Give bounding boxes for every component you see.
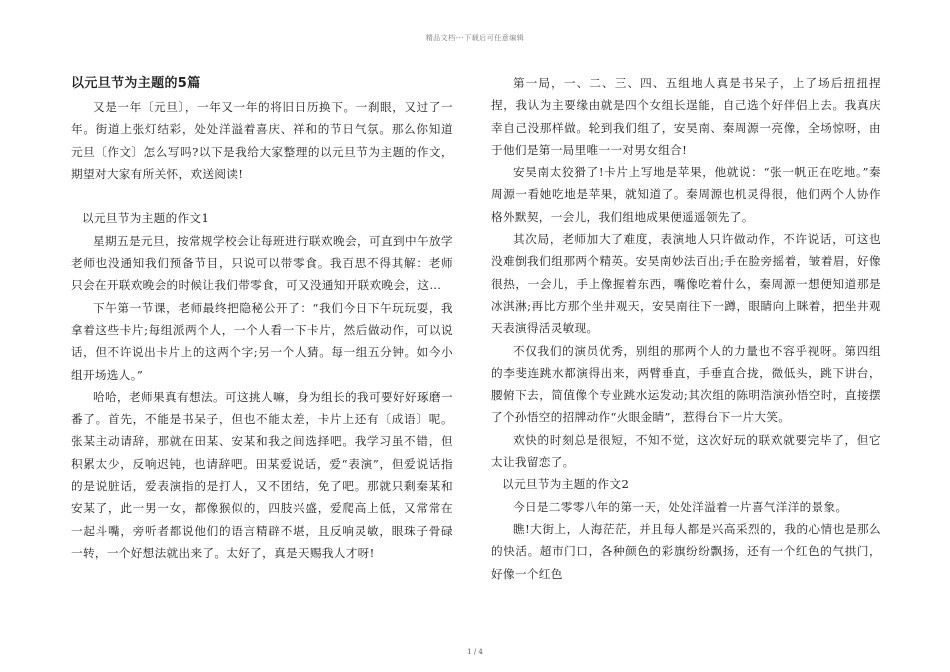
document-title: 以元旦节为主题的5篇 bbox=[71, 76, 201, 91]
paragraph: 今日是二零零八年的第一天，处处洋溢着一片喜气洋洋的景象。 bbox=[513, 499, 848, 514]
page-header: 精品文档---下载后可任意编辑 bbox=[425, 34, 525, 42]
paragraph: 星期五是元旦，按常规学校会让每班进行联欢晚会，可直到中午放学老师也没通知我们预备节目，只说可以带零食。我百思不得其解：老师只会在开联欢晚会的时候让我们带零食，可又没通知开联欢晚会，这… bbox=[71, 233, 453, 293]
paragraph: 不仅我们的演员优秀，别组的那两个人的力量也不容乎视呀。第四组的李斐连跳水都演得出来，两臂垂直，手垂直合拢，微低头，跳下讲台，腰俯下去，简值像个专业跳水运发动;其次组的陈明浩演孙悟空时，直接摆了个孙悟空的招牌动作“火眼金睛”，惹得台下一片大笑。 bbox=[491, 343, 881, 425]
blank-line bbox=[71, 185, 453, 207]
paragraph: 安昊南太狡猾了!卡片上写地是苹果，他就说：“张一帆正在吃地。”秦周源一看她吃地是苹果，就知道了。秦周源也机灵得很，他们两个人协作格外默契，一会儿，我们组地成果便遥遥领先了。 bbox=[491, 165, 881, 224]
right-column bbox=[491, 72, 881, 585]
paragraph: 又是一年〔元旦〕，一年又一年的将旧日历换下。一刹眼，又过了一年。街道上张灯结彩，处处洋溢着喜庆、祥和的节日气氛。那么你知道元旦〔作文〕怎么写吗?以下是我给大家整理的以元旦节为主题的作文，期望对大家有所关怀，欢送阅读! bbox=[71, 100, 453, 181]
left-column bbox=[71, 72, 453, 564]
essay-heading: 以元旦节为主题的作文2 bbox=[502, 477, 630, 492]
paragraph: 哈哈，老师果真有想法。可这挑人嘛，身为组长的我可要好好琢磨一番了。首先，不能是书呆子，但也不能太差，卡片上还有〔成语〕呢。张某主动请辞，那就在田某、安某和我之间选择吧。我学习虽不错，但积累太少，反响迟钝，也请辞吧。田某爱说话，爱“表演”，但爱说话指的是说脏话，爱表演指的是打人，又不团结，免了吧。那就只剩秦某和安某了，此一男一女，都像猴似的，四肢兴盛，爱爬高上低，又常常在一起斗嘴，旁听者都说他们的语言精辟不堪，且反响灵敏，眼珠子骨碌一转，一个好想法就出来了。太好了，真是天赐我人才呀! bbox=[71, 389, 453, 560]
paragraph: 瞧!大街上，人海茫茫，并且每人都是兴高采烈的，我的心情也是那么的快活。超市门口，各种颜色的彩旗纷纷飘扬，还有一个红色的气拱门，好像一个红色 bbox=[491, 521, 881, 581]
paragraph: 第一局，一、二、三、四、五组地人真是书呆子，上了场后扭扭捏捏，我认为主要缘由就是四个女组长逞能，自己选个好伴侣上去。我真庆幸自己没那样做。轮到我们组了，安昊南、秦周源一亮像，全场惊呀，由于他们是第一局里唯一一对男女组合! bbox=[491, 76, 881, 157]
paragraph: 下午第一节课，老师最终把隐秘公开了：“我们今日下午玩玩耍，我拿着这些卡片;每组派两个人，一个人看一下卡片，然后做动作，可以说话，但不许说出卡片上的这两个字;另一个人猜。每一组五分钟。如今小组开场选人。” bbox=[71, 300, 453, 382]
paragraph: 欢快的时刻总是很短，不知不觉，这次好玩的联欢就要完毕了，但它太让我留恋了。 bbox=[491, 432, 881, 470]
page-number: 1 / 4 bbox=[467, 648, 483, 656]
essay-heading: 以元旦节为主题的作文1 bbox=[82, 211, 210, 226]
paragraph: 其次局，老师加大了难度，表演地人只许做动作，不许说话，可这也没难倒我们组那两个精英。安昊南妙法百出;手在脸旁摇着，皱着眉，好像很热，一会儿，手上像握着东西，嘴像吃着什么，秦周源一想便知道那是冰淇淋;再比方那个坐井观天，安昊南往下一蹲，眼睛向上眯着，把坐井观天表演得活灵敏现。 bbox=[491, 232, 881, 336]
